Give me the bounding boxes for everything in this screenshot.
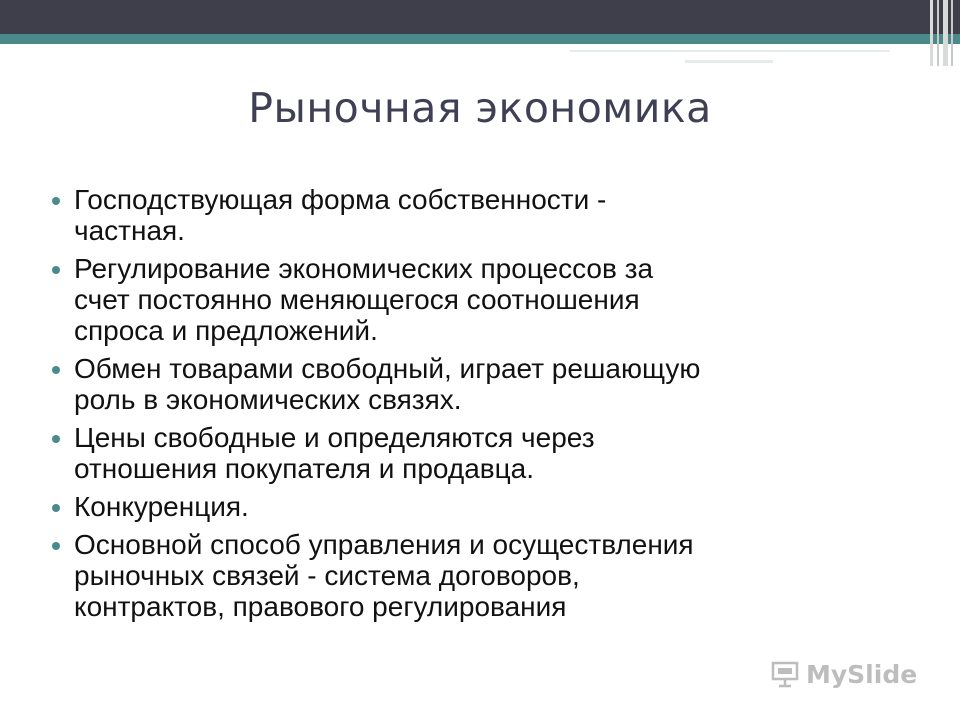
watermark-logo [770,657,917,691]
bullet-line: Основной способ управления и осуществления [74,529,694,560]
slide-title: Рыночная экономика [248,84,712,132]
bullet-dot-icon [52,366,60,374]
bullet-line: Регулирование экономических процессов за [74,253,654,284]
bullet-dot-icon [52,435,60,443]
bullet-line: роль в экономических связях. [74,384,462,415]
decor-strip [951,0,953,66]
bullet-list [52,184,922,629]
bullet-line: рыночных связей - система договоров, [74,560,580,591]
decor-strip [930,0,933,66]
bullet-item [52,491,922,522]
bullet-line: Господствующая форма собственности - [74,184,607,215]
top-accent-bar [0,34,960,44]
presentation-icon [770,659,800,689]
bullet-line: отношения покупателя и продавца. [74,453,535,484]
bullet-line: частная. [74,215,185,246]
bullet-dot-icon [52,504,60,512]
watermark-text: MySlide [806,659,918,689]
bullet-line: спроса и предложений. [74,315,378,346]
bullet-item [52,184,922,246]
decor-strip [937,0,939,66]
bullet-line: счет постоянно меняющегося соотношения [74,284,640,315]
bullet-item [52,422,922,484]
bullet-dot-icon [52,266,60,274]
decor-line [570,50,890,52]
decor-strip [943,0,948,66]
decor-line [685,60,773,63]
bullet-line: контрактов, правового регулирования [74,591,567,622]
bullet-item [52,353,922,415]
bullet-line: Обмен товарами свободный, играет решающую [74,353,701,384]
bullet-item [52,529,922,622]
bullet-dot-icon [52,542,60,550]
top-banner [0,0,960,34]
bullet-line: Цены свободные и определяются через [74,422,595,453]
bullet-line: Конкуренция. [74,491,249,522]
bullet-dot-icon [52,197,60,205]
bullet-item [52,253,922,346]
